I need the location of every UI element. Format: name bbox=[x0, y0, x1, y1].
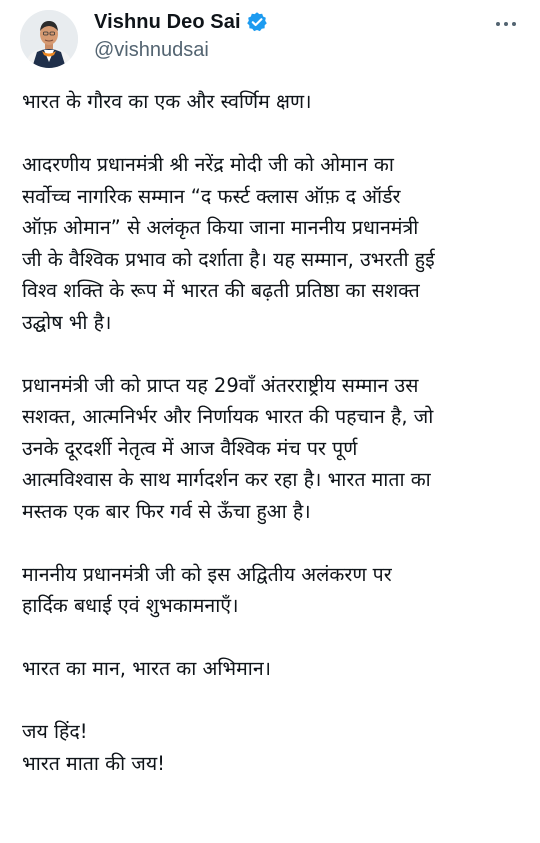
post-line: जी के वैश्विक प्रभाव को दर्शाता है। यह सम्मान, उभरती हुई bbox=[22, 247, 435, 271]
post-line: आत्मविश्वास के साथ मार्गदर्शन कर रहा है। भारत माता का bbox=[22, 468, 431, 491]
paragraph-gap bbox=[22, 685, 522, 717]
post-line: भारत के गौरव का एक और स्वर्णिम क्षण। bbox=[22, 90, 312, 113]
paragraph-gap bbox=[22, 338, 522, 370]
dot bbox=[504, 22, 508, 26]
post-line: सर्वोच्च नागरिक सम्मान “द फर्स्ट क्लास ऑफ़ द ऑर्डर bbox=[22, 184, 401, 208]
post-line: ऑफ़ ओमान” से अलंकृत किया जाना माननीय प्रधानमंत्री bbox=[22, 216, 419, 239]
post-line: उनके दूरदर्शी नेतृत्व में आज वैश्विक मंच पर पूर्ण bbox=[22, 436, 358, 460]
display-name-row bbox=[94, 8, 268, 36]
post-text bbox=[22, 86, 522, 779]
paragraph-gap bbox=[22, 622, 522, 654]
post-line: मस्तक एक बार फिर गर्व से ऊँचा हुआ है। bbox=[22, 499, 311, 523]
post-line: भारत माता की जय! bbox=[22, 751, 165, 775]
dot bbox=[512, 22, 516, 26]
post-line: जय हिंद! bbox=[22, 720, 88, 743]
post-line: आदरणीय प्रधानमंत्री श्री नरेंद्र मोदी जी को ओमान का bbox=[22, 153, 394, 176]
author-names bbox=[94, 8, 268, 62]
paragraph-gap bbox=[22, 527, 522, 559]
dot bbox=[496, 22, 500, 26]
verified-badge-icon bbox=[246, 11, 268, 33]
post-line: प्रधानमंत्री जी को प्राप्त यह 29वाँ अंतरराष्ट्रीय सम्मान उस bbox=[22, 373, 419, 397]
post-line: सशक्त, आत्मनिर्भर और निर्णायक भारत की पहचान है, जो bbox=[22, 405, 434, 428]
paragraph-gap bbox=[22, 118, 522, 150]
post-line: विश्व शक्ति के रूप में भारत की बढ़ती प्रतिष्ठा का सशक्त bbox=[22, 279, 420, 302]
avatar-image bbox=[20, 10, 78, 68]
post-line: माननीय प्रधानमंत्री जी को इस अद्वितीय अलंकरण पर bbox=[22, 562, 392, 586]
display-name[interactable]: Vishnu Deo Sai bbox=[94, 10, 241, 33]
avatar[interactable] bbox=[20, 10, 78, 68]
post-header bbox=[20, 8, 526, 70]
post-line: उद्घोष भी है। bbox=[22, 310, 112, 334]
author-handle[interactable]: @vishnudsai bbox=[94, 39, 209, 61]
post-line: हार्दिक बधाई एवं शुभकामनाएँ। bbox=[22, 594, 239, 617]
more-dots-icon[interactable] bbox=[486, 12, 526, 36]
post-line: भारत का मान, भारत का अभिमान। bbox=[22, 657, 272, 680]
